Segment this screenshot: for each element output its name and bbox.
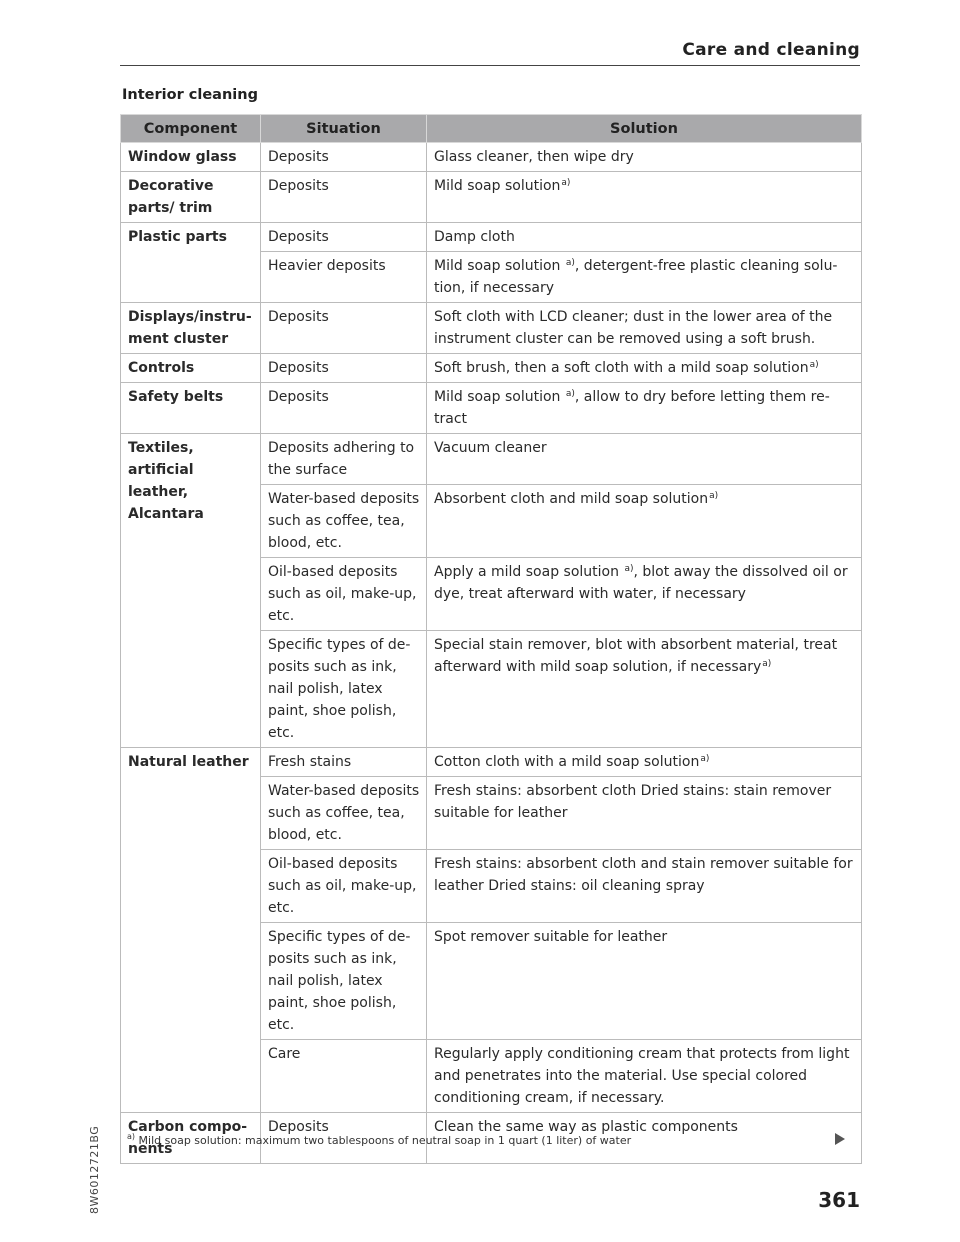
cell-solution: Clean the same way as plastic components: [427, 1113, 862, 1164]
page-number: 361: [818, 1188, 860, 1212]
cell-situation: Care: [261, 1040, 427, 1113]
cell-situation: Oil-based deposits such as oil, make-up, etc.: [261, 850, 427, 923]
cell-solution: Glass cleaner, then wipe dry: [427, 143, 862, 172]
continue-arrow-icon: [835, 1133, 845, 1145]
cell-solution: [427, 354, 862, 383]
footnote-marker: a): [127, 1132, 136, 1141]
cell-situation: Fresh stains: [261, 748, 427, 777]
footnote-ref: a): [809, 360, 819, 370]
cell-solution: Vacuum cleaner: [427, 434, 862, 485]
cell-solution: Soft cloth with LCD cleaner; dust in the lower area of the instrument cluster can be removed using a soft brush.: [427, 303, 862, 354]
chapter-title: Care and cleaning: [682, 40, 860, 60]
cell-situation: Oil-based deposits such as oil, make-up, etc.: [261, 558, 427, 631]
cell-solution: Apply a mild soap solution $^{a)}$, blot away the dissolved oil or dye, treat afterward with water, if necessary: [427, 558, 862, 631]
table-row: [121, 303, 862, 354]
header-solution: Solution: [427, 115, 862, 143]
cell-component: Controls: [121, 354, 261, 383]
footnote-ref: a): [700, 754, 710, 764]
cell-situation: Heavier deposits: [261, 252, 427, 303]
solution-text: Cotton cloth with a mild soap solution: [434, 754, 700, 770]
cell-solution: [427, 748, 862, 777]
cell-solution: [427, 485, 862, 558]
solution-text: Special stain remover, blot with absorbent material, treat afterward with mild soap solution, if necessary: [434, 637, 838, 675]
cell-solution: [427, 631, 862, 748]
table-header-row: [121, 115, 862, 143]
footnote-ref: a): [565, 389, 575, 399]
footnote-ref: a): [762, 659, 772, 669]
header-situation: Situation: [261, 115, 427, 143]
cell-component: Decorative parts/ trim: [121, 172, 261, 223]
cell-solution: Spot remover suitable for leather: [427, 923, 862, 1040]
footnote-text: Mild soap solution: maximum two tablespoons of neutral soap in 1 quart (1 liter) of water: [138, 1134, 632, 1147]
solution-text: Soft brush, then a soft cloth with a mild soap solution: [434, 360, 809, 376]
cell-solution: [427, 172, 862, 223]
cell-situation: Specific types of de- posits such as ink, nail polish, latex paint, shoe polish, etc.: [261, 631, 427, 748]
cell-component: Safety belts: [121, 383, 261, 434]
cell-situation: Deposits: [261, 143, 427, 172]
cell-component: Plastic parts: [121, 223, 261, 303]
cell-situation: Water-based deposits such as coffee, tea, blood, etc.: [261, 485, 427, 558]
cell-situation: Water-based deposits such as coffee, tea, blood, etc.: [261, 777, 427, 850]
solution-text: Mild soap solution: [434, 178, 561, 194]
cell-component: Window glass: [121, 143, 261, 172]
table-row: [121, 223, 862, 252]
cell-situation: Specific types of de- posits such as ink, nail polish, latex paint, shoe polish, etc.: [261, 923, 427, 1040]
solution-text: Absorbent cloth and mild soap solution: [434, 491, 709, 507]
cell-situation: Deposits: [261, 172, 427, 223]
interior-cleaning-table: [120, 114, 862, 1164]
page-header: [120, 38, 860, 66]
footnote-ref: a): [561, 178, 571, 188]
cell-component: Natural leather: [121, 748, 261, 1113]
cell-solution: Fresh stains: absorbent cloth Dried stains: stain remover suitable for leather: [427, 777, 862, 850]
cell-situation: Deposits: [261, 354, 427, 383]
cell-situation: Deposits: [261, 1113, 427, 1164]
cell-solution: Mild soap solution $^{a)}$, detergent-free plastic cleaning solu- tion, if necessary: [427, 252, 862, 303]
cell-situation: Deposits adhering to the surface: [261, 434, 427, 485]
cell-component: Textiles, artificial leather, Alcantara: [121, 434, 261, 748]
cell-solution: Regularly apply conditioning cream that protects from light and penetrates into the material. Use special colored conditioning cream, if necessary.: [427, 1040, 862, 1113]
header-component: Component: [121, 115, 261, 143]
table-row: [121, 143, 862, 172]
table-row: [121, 172, 862, 223]
section-title: Interior cleaning: [122, 87, 258, 103]
cell-situation: Deposits: [261, 303, 427, 354]
table-row: [121, 434, 862, 485]
cell-solution: Fresh stains: absorbent cloth and stain remover suitable for leather Dried stains: oil cleaning spray: [427, 850, 862, 923]
footnote: [126, 1134, 631, 1147]
footnote-ref: a): [565, 258, 575, 268]
cell-solution: Mild soap solution $^{a)}$, allow to dry before letting them re- tract: [427, 383, 862, 434]
cell-solution: Damp cloth: [427, 223, 862, 252]
table-row: [121, 383, 862, 434]
doc-code-area: [86, 1125, 106, 1216]
cell-situation: Deposits: [261, 223, 427, 252]
table-row: [121, 748, 862, 777]
footnote-ref: a): [624, 564, 634, 574]
table-row: [121, 354, 862, 383]
doc-code: 8W6012721BG: [88, 1125, 101, 1214]
cell-situation: Deposits: [261, 383, 427, 434]
footnote-ref: a): [709, 491, 719, 501]
cell-component: Carbon compo- nents: [121, 1113, 261, 1164]
cell-component: Displays/instru- ment cluster: [121, 303, 261, 354]
